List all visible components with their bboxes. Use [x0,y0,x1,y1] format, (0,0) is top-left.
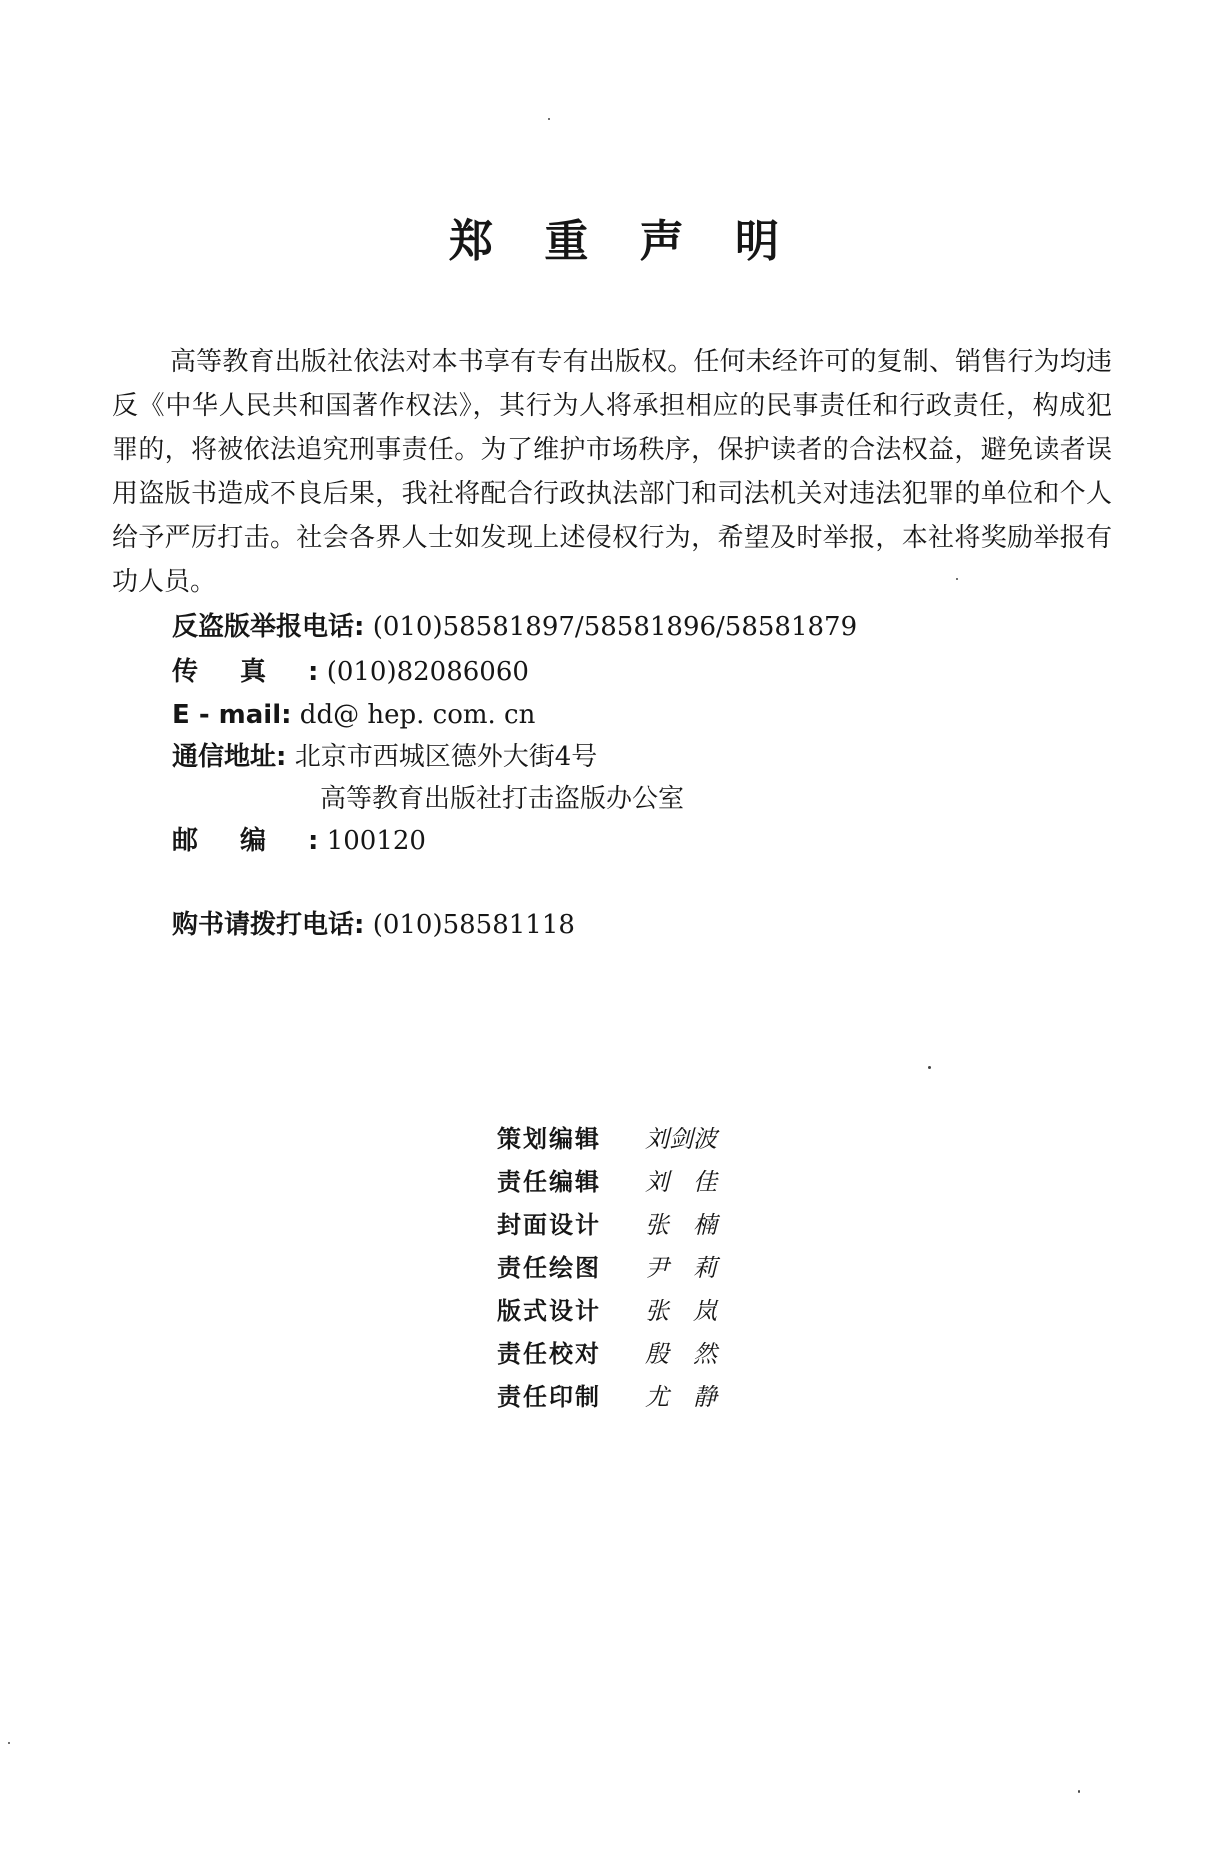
postcode-label: 邮编 [172,826,309,856]
credits-list [497,1118,717,1419]
statement-paragraph: 高等教育出版社依法对本书享有专有出版权。任何未经许可的复制、销售行为均违反《中华人民共和国著作权法》，其行为人将承担相应的民事责任和行政责任，构成犯罪的，将被依法追究刑事责任。为了维护市场秩序，保护读者的合法权益，避免读者误用盗版书造成不良后果，我社将配合行政执法部门和司法机关对违法犯罪的单位和个人给予严厉打击。社会各界人士如发现上述侵权行为，希望及时举报，本社将奖励举报有功人员。 [112,347,1112,597]
fax-line [172,657,529,687]
credit-name: 尤 静 [645,1383,717,1411]
address-label: 通信地址 [172,742,277,772]
address-value-2: 高等教育出版社打击盗版办公室 [320,784,685,814]
address-value: 北京市西城区德外大街4号 [294,742,598,772]
postcode-separator: : [308,826,319,856]
antipiracy-phone-value: (010)58581897/58581896/58581879 [372,612,858,642]
address-line-2 [320,784,684,814]
credit-role: 责任校对 [497,1340,601,1368]
email-separator: : [281,700,292,730]
credit-row [497,1161,717,1204]
postcode-value: 100120 [326,826,426,856]
scan-speck [1078,1790,1080,1793]
credit-role: 责任印制 [497,1383,601,1411]
purchase-phone-line [172,910,575,940]
credit-row [497,1247,717,1290]
address-line [172,742,597,772]
scan-speck [548,118,550,120]
credit-row [497,1376,717,1419]
purchase-phone-value: (010)58581118 [372,910,575,940]
credit-role: 版式设计 [497,1297,601,1325]
email-line [172,700,535,730]
credit-name: 张 岚 [645,1297,717,1325]
credit-name: 殷 然 [645,1340,717,1368]
email-value: dd@ hep. com. cn [299,700,536,730]
credit-row [497,1290,717,1333]
fax-value: (010)82086060 [326,657,529,687]
scan-speck [8,1742,10,1744]
page-title: 郑 重 声 明 [449,216,797,267]
postcode-line [172,826,426,856]
purchase-phone-label: 购书请拨打电话 [172,910,355,940]
fax-separator: : [308,657,319,687]
credit-role: 策划编辑 [497,1125,601,1153]
credit-row [497,1333,717,1376]
credit-row [497,1204,717,1247]
address-separator: : [276,742,287,772]
antipiracy-phone-label: 反盗版举报电话 [172,612,355,642]
credit-role: 封面设计 [497,1211,601,1239]
credit-name: 尹 莉 [645,1254,717,1282]
fax-label: 传真 [172,657,309,687]
credit-role: 责任编辑 [497,1168,601,1196]
credit-row [497,1118,717,1161]
antipiracy-phone-separator: : [354,612,365,642]
antipiracy-phone-line [172,612,857,642]
email-label: E - mail [172,700,282,730]
scan-speck [956,578,958,580]
credit-name: 刘剑波 [645,1125,717,1153]
credit-role: 责任绘图 [497,1254,601,1282]
credit-name: 刘 佳 [645,1168,717,1196]
purchase-phone-separator: : [354,910,365,940]
credit-name: 张 楠 [645,1211,717,1239]
scan-speck [928,1066,931,1069]
